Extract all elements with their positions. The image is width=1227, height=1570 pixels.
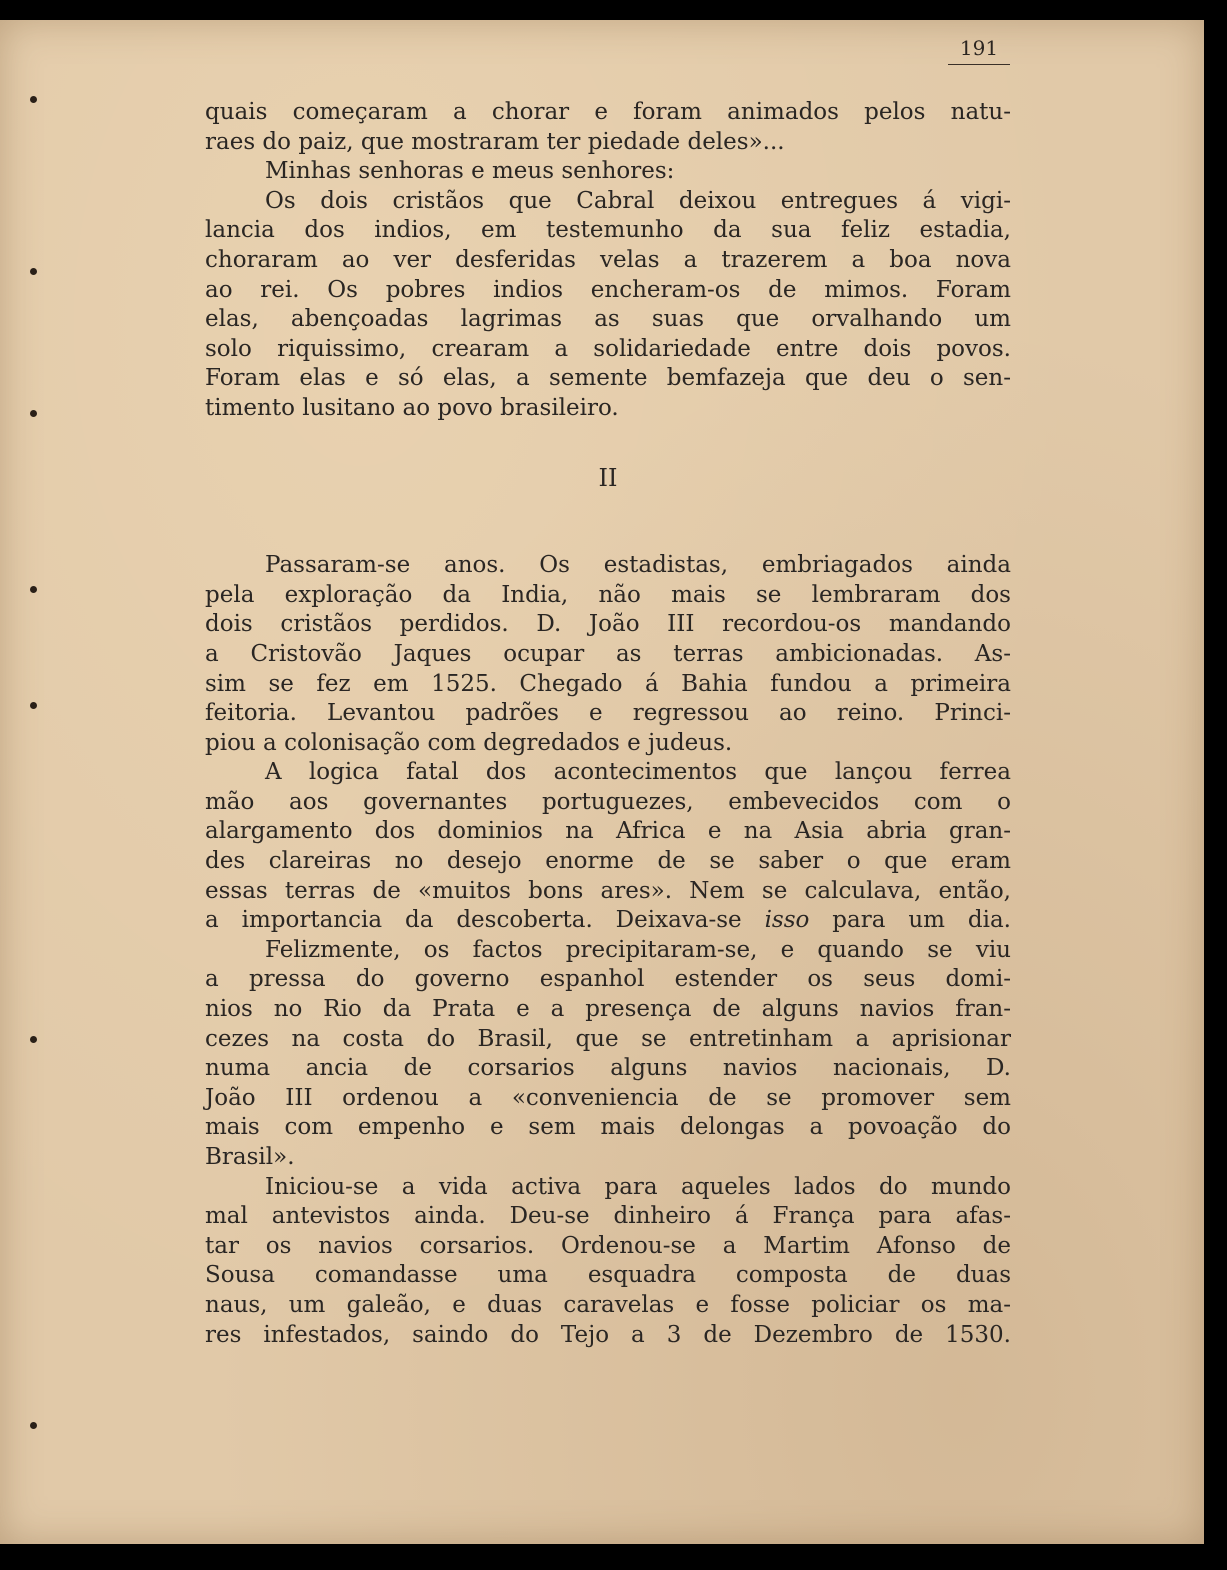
section-heading: II bbox=[598, 463, 618, 492]
body-text bbox=[205, 98, 1011, 1350]
text-line: Os dois cristãos que Cabral deixou entregues á vigi- bbox=[265, 187, 1011, 214]
text-line: numa ancia de corsarios alguns navios nacionais, D. bbox=[205, 1055, 1011, 1082]
text-line: sim se fez em 1525. Chegado á Bahia fundou a primeira bbox=[205, 670, 1011, 697]
text-line: mão aos governantes portuguezes, embevecidos com o bbox=[205, 788, 1011, 815]
text-line: Foram elas e só elas, a semente bemfazeja que deu o sen- bbox=[205, 365, 1011, 392]
binding-hole bbox=[30, 702, 37, 709]
text-fragment: para um dia. bbox=[809, 907, 1011, 934]
text-line: dois cristãos perdidos. D. João III recordou-os mandando bbox=[205, 611, 1011, 638]
text-line: tar os navios corsarios. Ordenou-se a Martim Afonso de bbox=[205, 1232, 1011, 1259]
text-line: ao rei. Os pobres indios encheram-os de mimos. Foram bbox=[205, 276, 1011, 303]
text-line: mais com empenho e sem mais delongas a povoação do bbox=[205, 1114, 1011, 1141]
binding-hole bbox=[30, 96, 37, 103]
text-line: Iniciou-se a vida activa para aqueles lados do mundo bbox=[265, 1173, 1011, 1200]
text-line: Minhas senhoras e meus senhores: bbox=[265, 158, 675, 185]
text-line: João III ordenou a «conveniencia de se promover sem bbox=[205, 1084, 1011, 1111]
binding-hole bbox=[30, 586, 37, 593]
text-line: Felizmente, os factos precipitaram-se, e quando se viu bbox=[265, 936, 1011, 963]
text-line: Sousa comandasse uma esquadra composta de duas bbox=[205, 1262, 1011, 1289]
italic-word: isso bbox=[764, 907, 810, 934]
text-fragment: a importancia da descoberta. Deixava-se bbox=[205, 907, 765, 934]
text-line: Brasil». bbox=[205, 1144, 295, 1170]
text-line: naus, um galeão, e duas caravelas e fosse policiar os ma- bbox=[205, 1291, 1011, 1318]
text-line: timento lusitano ao povo brasileiro. bbox=[205, 394, 619, 421]
text-line: a Cristovão Jaques ocupar as terras ambicionadas. As- bbox=[205, 640, 1011, 667]
text-line: A logica fatal dos acontecimentos que lançou ferrea bbox=[265, 759, 1011, 786]
paper-sheet bbox=[0, 20, 1204, 1544]
text-line: elas, abençoadas lagrimas as suas que orvalhando um bbox=[205, 306, 1011, 333]
text-line: essas terras de «muitos bons ares». Nem se calculava, então, bbox=[205, 877, 1011, 904]
text-line: a pressa do governo espanhol estender os seus domi- bbox=[205, 966, 1011, 993]
text-line: quais começaram a chorar e foram animados pelos natu- bbox=[205, 99, 1011, 125]
binding-marks bbox=[30, 20, 50, 1544]
binding-hole bbox=[30, 1036, 37, 1043]
text-line: raes do paiz, que mostraram ter piedade deles»... bbox=[205, 128, 785, 155]
text-line: piou a colonisação com degredados e judeus. bbox=[205, 729, 733, 756]
text-line: des clareiras no desejo enorme de se saber o que eram bbox=[205, 848, 1011, 875]
page-number: 191 bbox=[948, 36, 1010, 65]
text-line: mal antevistos ainda. Deu-se dinheiro á França para afas- bbox=[205, 1203, 1011, 1230]
text-line: solo riquissimo, crearam a solidariedade entre dois povos. bbox=[205, 335, 1011, 362]
text-line: Passaram-se anos. Os estadistas, embriagados ainda bbox=[265, 552, 1011, 579]
binding-hole bbox=[30, 410, 37, 417]
text-line: choraram ao ver desferidas velas a trazerem a boa nova bbox=[205, 246, 1011, 273]
text-line bbox=[205, 906, 1011, 936]
text-line: nios no Rio da Prata e a presença de alguns navios fran- bbox=[205, 996, 1011, 1023]
text-line: feitoria. Levantou padrões e regressou ao reino. Princi- bbox=[205, 700, 1011, 727]
text-line: res infestados, saindo do Tejo a 3 de Dezembro de 1530. bbox=[205, 1321, 1011, 1348]
text-line: cezes na costa do Brasil, que se entretinham a aprisionar bbox=[205, 1025, 1011, 1052]
text-line: alargamento dos dominios na Africa e na Asia abria gran- bbox=[205, 818, 1011, 845]
binding-hole bbox=[30, 268, 37, 275]
text-line: pela exploração da India, não mais se lembraram dos bbox=[205, 581, 1011, 608]
binding-hole bbox=[30, 1422, 37, 1429]
text-line: lancia dos indios, em testemunho da sua feliz estadia, bbox=[205, 217, 1011, 244]
